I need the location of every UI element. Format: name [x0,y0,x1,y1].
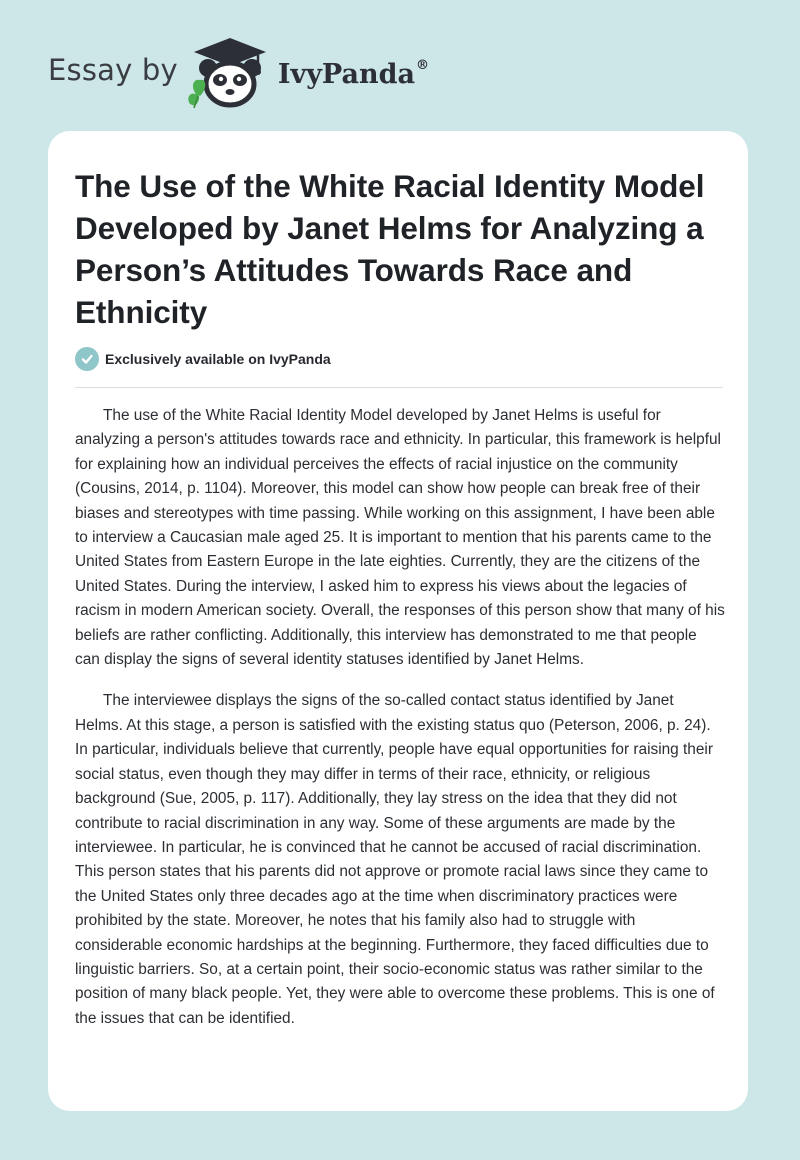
brand-name: IvyPanda® [277,57,429,90]
essay-title: The Use of the White Racial Identity Model Developed by Janet Helms for Analyzing a Person’s Attitudes Towards Race and Ethnicity [75,168,705,330]
essay-body [75,404,725,1048]
ivypanda-logo-link[interactable] [186,34,429,110]
exclusive-badge [75,347,331,371]
panda-graduation-cap-logo-icon [186,34,274,110]
essay-card [48,131,748,1111]
essay-by-label: Essay by [48,53,178,87]
registered-mark: ® [415,57,429,73]
paragraph: The use of the White Racial Identity Model developed by Janet Helms is useful for analyzing a person's attitudes towards race and ethnicity. In particular, this framework is helpful for explaining how an individual perceives the effects of racial injustice on the community (Cousins, 2014, p. 1104). Moreover, this model can show how people can break free of their biases and stereotypes with time passing. While working on this assignment, I have been able to interview a Caucasian male aged 25. It is important to mention that his parents came to the United States from Eastern Europe in the late eighties. Currently, they are the citizens of the United States. During the interview, I asked him to express his views about the legacies of racism in modern American society. Overall, the responses of this person show that many of his beliefs are rather conflicting. Additionally, this interview has demonstrated to me that people can display the signs of several identity statuses identified by Janet Helms. [75,407,725,669]
paragraph: The interviewee displays the signs of the so-called contact status identified by Janet Helms. At this stage, a person is satisfied with the existing status quo (Peterson, 2006, p. 24). In particular, individuals believe that currently, people have equal opportunities for raising their social status, even though they may differ in terms of their race, ethnicity, or religious background (Sue, 2005, p. 117). Additionally, they lay stress on the idea that they did not contribute to racial discrimination in any way. Some of these arguments are made by the interviewee. In particular, he is convinced that he cannot be accused of racial discrimination. This person states that his parents did not approve or promote racial laws since they came to the United States only three decades ago at the time when discriminatory practices were prohibited by the state. Moreover, he notes that his family also had to struggle with considerable economic hardships at the beginning. Furthermore, they faced difficulties due to linguistic barriers. So, at a certain point, their socio-economic status was rather similar to the position of many black people. Yet, they were able to overcome these problems. This is one of the issues that can be identified. [75,692,715,1027]
divider [75,387,723,388]
site-header [48,34,429,110]
exclusive-label: Exclusively available on IvyPanda [105,351,331,367]
check-circle-icon [75,347,99,371]
